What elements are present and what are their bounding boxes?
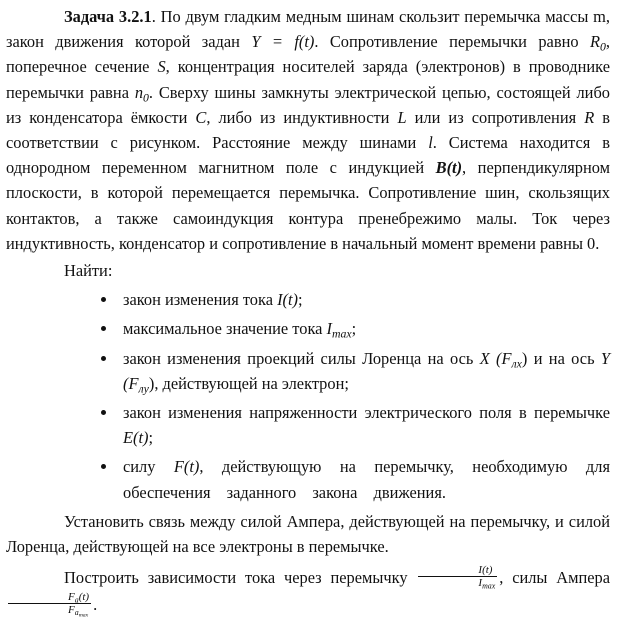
ampere-ratio: $\frac{F_a(t)}{F_{a_{max}}}$ xyxy=(8,591,91,616)
bullet-icon xyxy=(101,356,106,361)
statement-text: в соответствии с рисунком. Расстояние между шинами xyxy=(6,107,610,153)
statement-text: . Сверху шины замкнуты электрической цепью, состоящей либо из конденсатора ёмкости xyxy=(6,82,610,127)
problem-statement xyxy=(6,4,610,256)
bullet-icon xyxy=(101,326,106,331)
field-symbol: B(t) xyxy=(435,158,463,178)
list-item: силу F(t), действующую на перемычку, необходимую для обеспечения заданного закона движения. xyxy=(6,454,610,504)
statement-text: . Сопротивление перемычки равно xyxy=(314,32,590,52)
list-item: максимальное значение тока $I_{max}$; xyxy=(6,316,610,341)
motion-law: Y = f(t) xyxy=(251,32,315,52)
list-item: закон изменения напряженности электрического поля в перемычке E(t); xyxy=(6,400,610,450)
statement-text: или из сопротивления xyxy=(406,107,585,127)
statement-text: , перпендикулярном плоскости, в которой перемещается перемычка. Сопротивление шин, скользящих контактов, а также самоиндукция контура пренебрежимо малы. Ток через индуктивность, конденсатор и сопротивление в начальный момент времени равны 0. xyxy=(6,158,611,253)
relation-paragraph: Установить связь между силой Ампера, действующей на перемычку, и силой Лоренца, действующей на все электроны в перемычке. xyxy=(6,511,610,557)
statement-text: , концентрация носителей заряда (электронов) в проводнике перемычки равна xyxy=(6,57,610,102)
current-ratio: $\frac{I(t)}{I_{max}}$ xyxy=(418,564,497,589)
task-title: Задача 3.2.1 xyxy=(64,7,152,26)
find-list xyxy=(6,287,610,505)
inductance-symbol: L xyxy=(397,107,407,127)
statement-text: , поперечное сечение xyxy=(6,32,610,77)
problem-page xyxy=(6,4,610,619)
statement-text: , либо из индуктивности xyxy=(206,107,398,127)
bullet-icon xyxy=(101,297,106,302)
statement-text: . Система находится в однородном переменном магнитном поле с индукцией xyxy=(6,133,610,178)
find-label: Найти: xyxy=(64,261,113,281)
resistance-symbol: $R_0$ xyxy=(589,32,606,54)
list-item: закон изменения тока I(t); xyxy=(6,287,610,312)
bullet-icon xyxy=(101,410,106,415)
resistor-symbol: R xyxy=(584,107,595,127)
plot-paragraph: Построить зависимости тока через перемычку $\frac{I(t)}{I_{max}}$ , силы Ампера $\frac{F_a(t)}{F_{a_{max}}}$ . xyxy=(6,565,610,619)
statement-text: . По двум гладким медным шинам скользит перемычка массы m, закон движения которой задан xyxy=(6,7,610,52)
cross-section-symbol: S xyxy=(157,57,166,77)
list-item: закон изменения проекций силы Лоренца на ось X $(F_{лx})$ и на ось Y $(F_{лy})$, действующей на электрон; xyxy=(6,346,610,396)
capacitance-symbol: C xyxy=(195,107,207,127)
concentration-symbol: $n_0$ xyxy=(134,82,149,105)
bullet-icon xyxy=(101,464,106,469)
rail-distance-symbol: l xyxy=(428,133,433,153)
